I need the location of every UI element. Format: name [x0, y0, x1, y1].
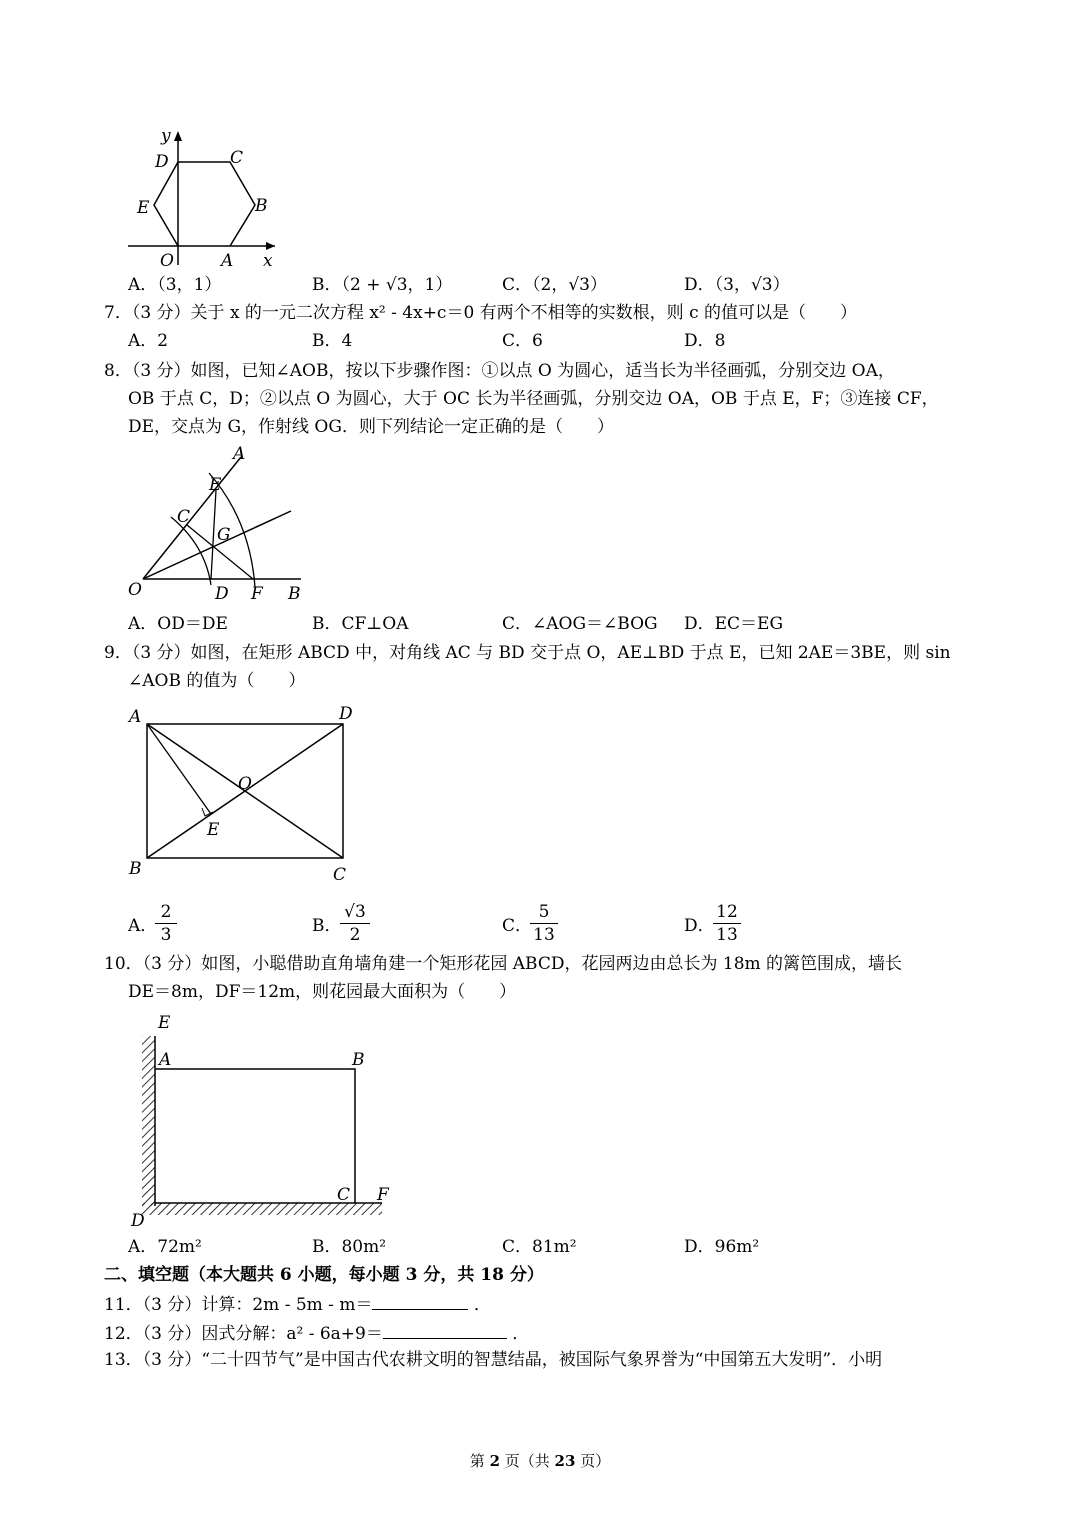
- q9-label-e: E: [207, 820, 220, 840]
- page-footer: [0, 1450, 1080, 1471]
- q6-label-o: O: [160, 251, 174, 270]
- q9-label-o: O: [238, 774, 252, 794]
- footer-suffix: 页）: [575, 1452, 611, 1470]
- q8-angle-construction-figure: [125, 445, 310, 610]
- q9-label-b: B: [129, 859, 142, 879]
- q9-option-d-numerator: 12: [716, 902, 738, 922]
- q8-option-d: D．EC＝EG: [684, 614, 784, 634]
- q6-option-b: B．（2 + √3，1）: [312, 275, 453, 295]
- q10-garden-figure: [125, 1010, 400, 1232]
- q9-option-a-denominator: 3: [160, 925, 172, 945]
- q8-question-line-3: DE，交点为 G，作射线 OG．则下列结论一定正确的是（ ）: [128, 417, 614, 437]
- q9-option-a-numerator: 2: [160, 902, 172, 922]
- q9-option-b-denominator: 2: [349, 925, 361, 945]
- q8-label-d: D: [215, 584, 229, 604]
- q12-question: [104, 1320, 529, 1346]
- q9-option-a-letter: A．: [128, 916, 158, 936]
- q9-option-c-fraction: [530, 902, 558, 945]
- q12-answer-blank[interactable]: [383, 1320, 507, 1339]
- q8-label-b: B: [288, 584, 301, 604]
- q12-text: 12．（3 分）因式分解：a² - 6a+9＝: [104, 1324, 383, 1344]
- q10-option-b: B．80m²: [312, 1237, 387, 1257]
- q9-option-d-denominator: 13: [716, 925, 738, 945]
- q7-option-a: A．2: [128, 331, 169, 351]
- q6-label-x: x: [263, 251, 273, 270]
- q10-label-d: D: [131, 1211, 145, 1231]
- q10-label-a: A: [159, 1050, 172, 1070]
- q10-label-f: F: [377, 1185, 389, 1205]
- q11-text: 11．（3 分）计算：2m - 5m - m＝: [104, 1295, 373, 1315]
- q9-label-d: D: [339, 704, 353, 724]
- q9-option-b-letter: B．: [312, 916, 342, 936]
- q9-option-c-denominator: 13: [533, 925, 555, 945]
- q8-label-c: C: [177, 507, 191, 527]
- q7-option-b: B．4: [312, 331, 353, 351]
- q10-question-line-1: 10．（3 分）如图，小聪借助直角墙角建一个矩形花园 ABCD，花园两边由总长为 18m 的篱笆围成，墙长: [104, 954, 903, 974]
- q9-question-line-1: 9．（3 分）如图，在矩形 ABCD 中，对角线 AC 与 BD 交于点 O，AE⊥BD 于点 E，已知 2AE＝3BE，则 sin: [104, 643, 951, 663]
- q8-option-c: C．∠AOG＝∠BOG: [502, 614, 658, 634]
- q6-label-c: C: [230, 148, 244, 168]
- q10-option-a: A．72m²: [128, 1237, 202, 1257]
- q8-option-b: B．CF⊥OA: [312, 614, 409, 634]
- q9-question-line-2: ∠AOB 的值为（ ）: [128, 671, 306, 691]
- q8-option-a: A．OD＝DE: [128, 614, 228, 634]
- q7-question: 7．（3 分）关于 x 的一元二次方程 x² - 4x+c＝0 有两个不相等的实数根，则 c 的值可以是（ ）: [104, 303, 858, 323]
- q10-question-line-2: DE＝8m，DF＝12m，则花园最大面积为（ ）: [128, 982, 517, 1002]
- q6-label-b: B: [255, 196, 268, 216]
- q8-label-f: F: [251, 584, 263, 604]
- q6-hexagon-figure: [125, 125, 290, 270]
- q6-label-a: A: [221, 251, 234, 270]
- q6-option-c: C．（2，√3）: [502, 275, 607, 295]
- q9-option-b-numerator: √3: [344, 902, 366, 922]
- q9-rectangle-figure: [125, 702, 365, 887]
- q6-option-d: D．（3，√3）: [684, 275, 790, 295]
- q9-option-d-fraction: [713, 902, 741, 945]
- q9-option-b-fraction: [340, 902, 370, 945]
- q10-option-c: C．81m²: [502, 1237, 577, 1257]
- q13-question: 13．（3 分）“二十四节气”是中国古代农耕文明的智慧结晶，被国际气象界誉为“中国第五大发明”．小明: [104, 1350, 883, 1370]
- q10-label-e: E: [158, 1013, 171, 1033]
- q9-option-d-letter: D．: [684, 916, 715, 936]
- footer-middle: 页（共: [500, 1452, 555, 1470]
- q7-option-d: D．8: [684, 331, 726, 351]
- q8-question-line-1: 8．（3 分）如图，已知∠AOB，按以下步骤作图：①以点 O 为圆心，适当长为半径画弧，分别交边 OA，: [104, 361, 895, 381]
- q6-label-y: y: [161, 126, 171, 146]
- q6-label-d: D: [155, 152, 169, 172]
- q10-label-c: C: [337, 1185, 351, 1205]
- footer-total-pages: 23: [554, 1452, 576, 1470]
- q10-option-d: D．96m²: [684, 1237, 760, 1257]
- q11-question: [104, 1291, 491, 1317]
- q9-option-a-fraction: [155, 902, 177, 945]
- q11-answer-blank[interactable]: [372, 1291, 468, 1310]
- q11-end: ．: [473, 1295, 491, 1315]
- q9-label-c: C: [333, 865, 347, 885]
- q10-label-b: B: [352, 1050, 365, 1070]
- footer-prefix: 第: [469, 1452, 490, 1470]
- q6-label-e: E: [137, 198, 150, 218]
- section-2-heading: 二、填空题（本大题共 6 小题，每小题 3 分，共 18 分）: [104, 1265, 544, 1285]
- q9-option-c-letter: C．: [502, 916, 533, 936]
- q8-label-o: O: [128, 580, 142, 600]
- q8-label-g: G: [217, 525, 231, 545]
- q9-option-c-numerator: 5: [538, 902, 550, 922]
- q8-question-line-2: OB 于点 C，D；②以点 O 为圆心，大于 OC 长为半径画弧，分别交边 OA，OB 于点 E，F；③连接 CF，: [128, 389, 939, 409]
- q7-option-c: C．6: [502, 331, 543, 351]
- q12-end: ．: [512, 1324, 530, 1344]
- q9-label-a: A: [129, 707, 142, 727]
- q8-label-e: E: [209, 475, 222, 495]
- footer-page-number: 2: [489, 1452, 500, 1470]
- q6-option-a: A．（3，1）: [128, 275, 222, 295]
- q8-label-a: A: [233, 445, 246, 464]
